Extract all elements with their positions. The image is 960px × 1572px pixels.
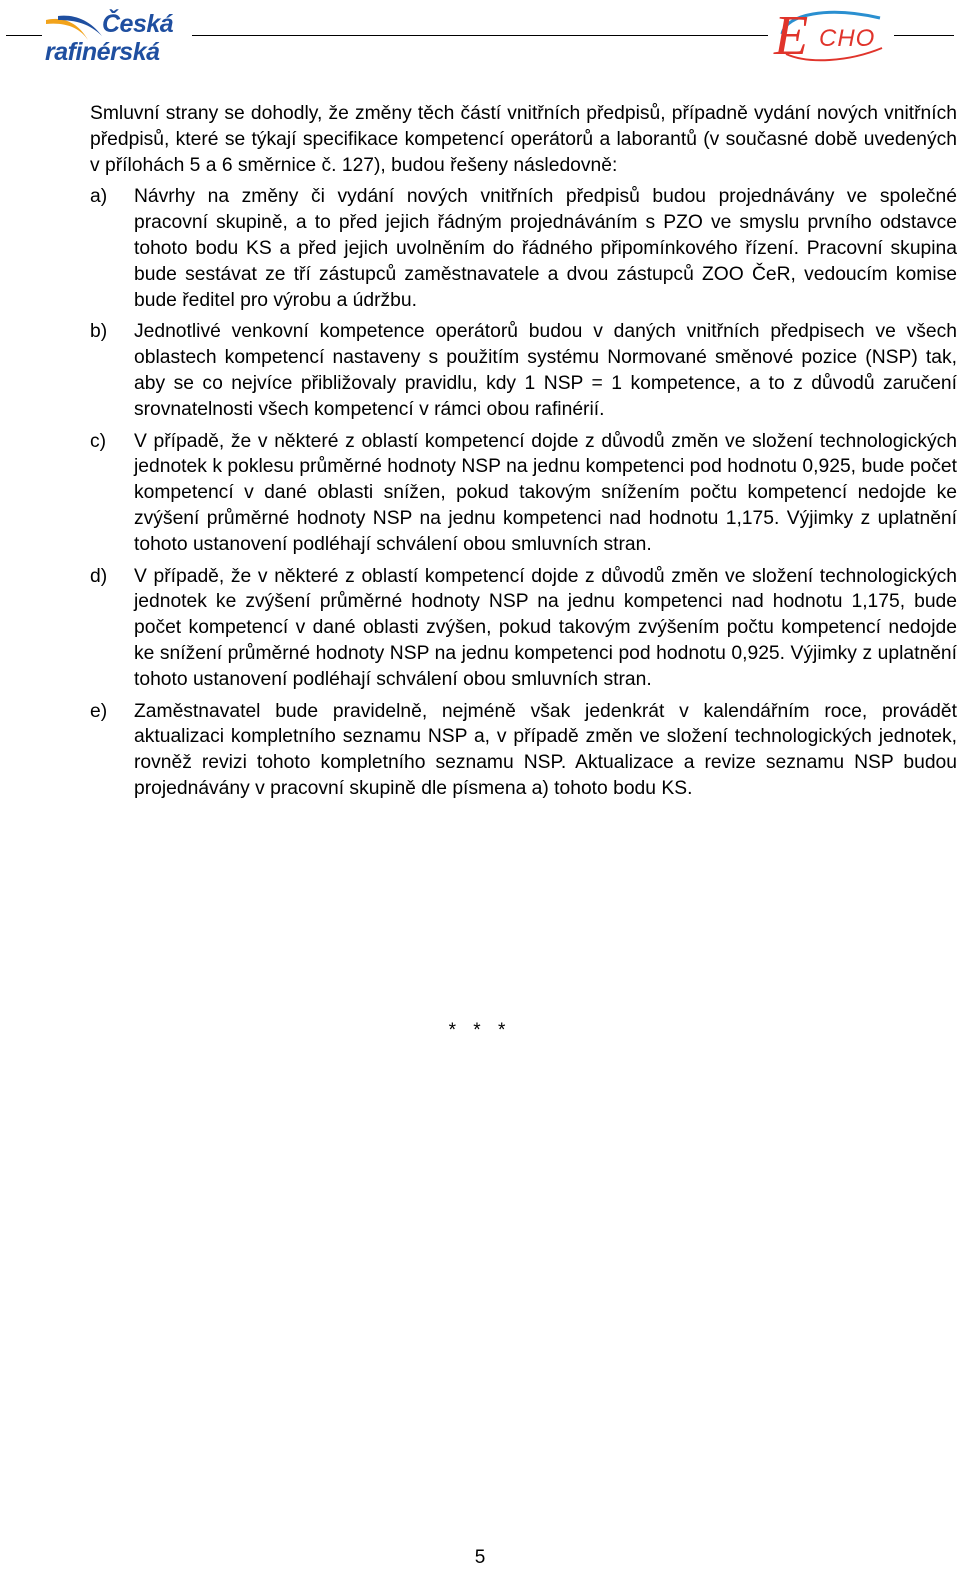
page-header	[0, 0, 960, 80]
list-item-marker: c)	[90, 430, 107, 452]
list-item	[90, 699, 957, 802]
list-item-text: Zaměstnavatel bude pravidelně, nejméně však jedenkrát v kalendářním roce, provádět aktualizaci kompletního seznamu NSP a, v případě změn ve složení technologických jednotek, rovněž revizi tohoto kompletního seznamu NSP. Aktualizace a revize seznamu NSP budou projednávány v pracovní skupině dle písmena a) tohoto bodu KS.	[134, 700, 957, 799]
list-item-marker: b)	[90, 321, 108, 343]
list-item-text: V případě, že v některé z oblastí kompetencí dojde z důvodů změn ve složení technologických jednotek k poklesu průměrné hodnoty NSP na jednu kompetenci pod hodnotu 0,925, bude počet kompetencí v dané oblasti snížen, pokud takovým snížením počtu kompetencí nedojde ke zvýšení průměrné hodnoty NSP na jednu kompetenci nad hodnotu 1,175. Výjimky z uplatnění tohoto ustanovení podléhají schválení obou smluvních stran.	[134, 430, 957, 555]
logo-text-line2: rafinérská	[45, 38, 160, 66]
list-item	[90, 319, 957, 422]
list-item-text: Jednotlivé venkovní kompetence operátorů budou v daných vnitřních předpisech ve všech oblastech kompetencí nastaveny s použitím systému Normované směnové pozice (NSP) tak, aby se co nejvíce přibližovaly pravidlu, kdy 1 NSP = 1 kompetence, a to z důvodů zaručení srovnatelnosti všech kompetencí v rámci obou rafinérií.	[134, 321, 957, 420]
intro-paragraph: Smluvní strany se dohodly, že změny těch částí vnitřních předpisů, případně vydání nových vnitřních předpisů, které se týkají specifikace kompetencí operátorů a laborantů (v současné době uvedených v přílohách 5 a 6 směrnice č. 127), budou řešeny následovně:	[90, 103, 957, 176]
echo-logo-e: E	[774, 5, 809, 67]
echo-logo	[768, 4, 894, 68]
list-item	[90, 184, 957, 313]
list-item-marker: e)	[90, 700, 108, 722]
list-item	[90, 564, 957, 693]
provisions-list	[90, 184, 957, 801]
page-number: 5	[474, 1547, 486, 1568]
list-item-text: V případě, že v některé z oblastí kompetencí dojde z důvodů změn ve složení technologických jednotek ke zvýšení průměrné hodnoty NSP na jednu kompetenci nad hodnotu 1,175, bude počet kompetencí v dané oblasti zvýšen, pokud takovým zvýšením počtu kompetencí nedojde ke snížení průměrné hodnoty NSP na jednu kompetenci pod hodnotu 0,925. Výjimky z uplatnění tohoto ustanovení podléhají schválení obou smluvních stran.	[134, 565, 957, 690]
list-item	[90, 429, 957, 558]
list-item-marker: d)	[90, 565, 108, 587]
list-item-marker: a)	[90, 186, 108, 208]
section-end-mark: * * *	[448, 1020, 512, 1041]
list-item-text: Návrhy na změny či vydání nových vnitřních předpisů budou projednávány ve společné pracovní skupině, a to před jejich řádným projednáváním s PZO ve smyslu prvního odstavce tohoto bodu KS a před jejich uvolněním do řádného připomínkového řízení. Pracovní skupina bude sestávat ze tří zástupců zaměstnavatele a dvou zástupců ZOO ČeR, vedoucím komise bude ředitel pro výrobu a údržbu.	[134, 186, 957, 311]
echo-logo-text: CHO	[819, 25, 876, 52]
ceska-rafinerska-logo	[42, 6, 192, 68]
document-body	[90, 101, 957, 802]
logo-text-line1: Česká	[102, 10, 174, 38]
